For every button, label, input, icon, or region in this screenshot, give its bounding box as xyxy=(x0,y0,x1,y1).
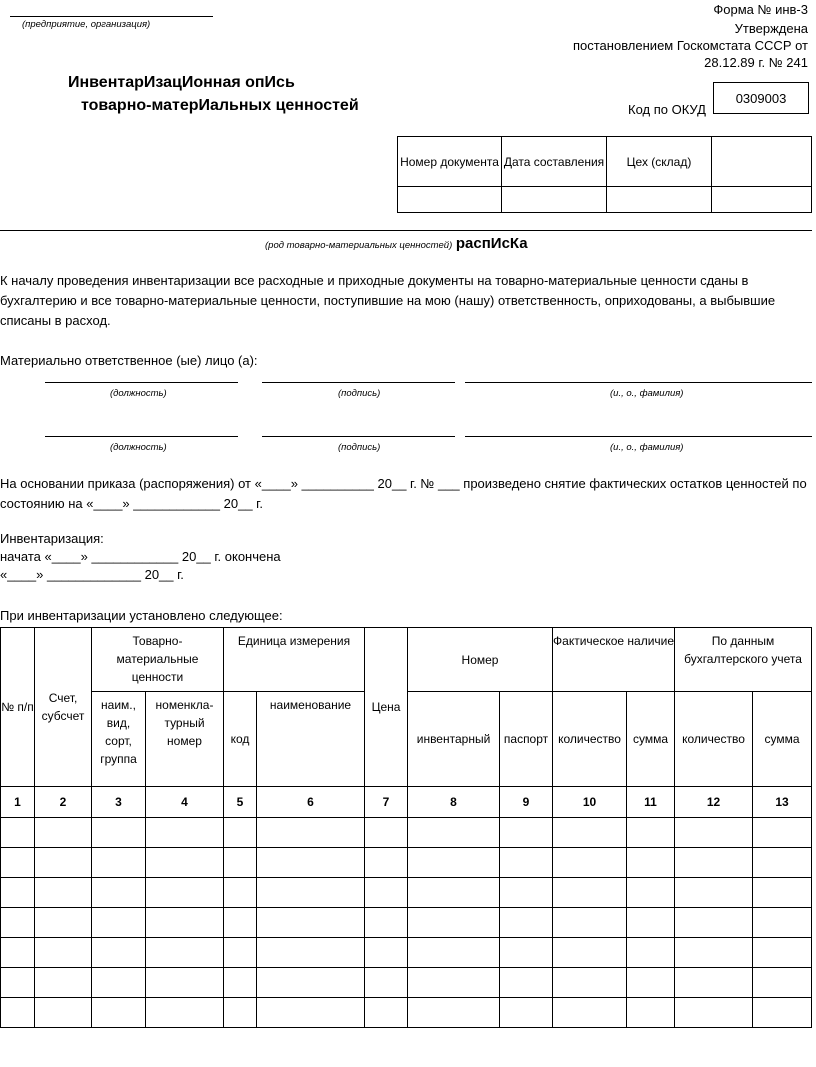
table-cell[interactable] xyxy=(627,998,675,1028)
table-cell[interactable] xyxy=(500,818,553,848)
table-cell[interactable] xyxy=(257,818,365,848)
receipt-title: распИсКа xyxy=(455,235,528,252)
table-cell[interactable] xyxy=(92,848,146,878)
doc-date-header: Дата составления xyxy=(502,137,607,187)
signature-line-2[interactable] xyxy=(262,436,455,437)
receipt-text: К началу проведения инвентаризации все расходные и приходные документы на товарно-материальные ценности сданы в бухгалтерию и все товарно-материальные ценности, поступившие на мою (нашу) ответственность, оприходованы, а выбывшие списаны в расход. xyxy=(0,273,776,328)
table-cell[interactable] xyxy=(92,878,146,908)
col-num-header: № п/п xyxy=(1,628,35,787)
order-text-line-1: На основании приказа (распоряжения) от «____» __________ 20__ г. № ___ произведено снятие фактических остатков ценностей по xyxy=(0,476,807,491)
table-cell[interactable] xyxy=(92,998,146,1028)
table-cell[interactable] xyxy=(753,968,812,998)
table-cell[interactable] xyxy=(753,878,812,908)
col-number-8: 8 xyxy=(408,787,500,818)
table-cell[interactable] xyxy=(1,938,35,968)
table-cell[interactable] xyxy=(92,818,146,848)
established-label: При инвентаризации установлено следующее: xyxy=(0,608,283,623)
table-row xyxy=(1,818,812,848)
table-cell[interactable] xyxy=(257,938,365,968)
table-cell[interactable] xyxy=(553,968,627,998)
inventory-ended: «____» _____________ 20__ г. xyxy=(0,567,184,582)
okud-code-box: 0309003 xyxy=(713,82,809,114)
position-caption-1: (должность) xyxy=(110,388,167,399)
table-row xyxy=(1,968,812,998)
table-cell[interactable] xyxy=(224,908,257,938)
col-nomen-header: номенкла-турный номер xyxy=(146,692,224,787)
col-number-13: 13 xyxy=(753,787,812,818)
signature-line-1[interactable] xyxy=(262,382,455,383)
table-cell[interactable] xyxy=(92,938,146,968)
col-sum1-header: сумма xyxy=(627,692,675,787)
table-cell[interactable] xyxy=(753,908,812,938)
table-cell[interactable] xyxy=(675,998,753,1028)
col-number-3: 3 xyxy=(92,787,146,818)
table-cell[interactable] xyxy=(675,848,753,878)
table-cell[interactable] xyxy=(553,998,627,1028)
table-cell[interactable] xyxy=(224,998,257,1028)
table-cell[interactable] xyxy=(365,938,408,968)
table-cell[interactable] xyxy=(35,998,92,1028)
table-cell[interactable] xyxy=(365,878,408,908)
col-qty2-header: количество xyxy=(675,692,753,787)
table-cell[interactable] xyxy=(627,968,675,998)
table-cell[interactable] xyxy=(1,848,35,878)
table-cell[interactable] xyxy=(627,818,675,848)
table-cell[interactable] xyxy=(365,908,408,938)
position-line-2[interactable] xyxy=(45,436,238,437)
table-row xyxy=(1,908,812,938)
col-number-2: 2 xyxy=(35,787,92,818)
table-cell[interactable] xyxy=(257,908,365,938)
responsible-label: Материально ответственное (ые) лицо (а): xyxy=(0,353,258,368)
approved-label: Утверждена xyxy=(734,21,808,36)
table-cell[interactable] xyxy=(257,968,365,998)
table-cell[interactable] xyxy=(500,968,553,998)
fullname-caption-2: (и., о., фамилия) xyxy=(610,442,684,453)
table-cell[interactable] xyxy=(92,968,146,998)
table-cell[interactable] xyxy=(408,998,500,1028)
table-cell[interactable] xyxy=(408,818,500,848)
table-cell[interactable] xyxy=(675,908,753,938)
table-cell[interactable] xyxy=(500,908,553,938)
form-number: Форма № инв-3 xyxy=(713,2,808,17)
table-cell[interactable] xyxy=(35,878,92,908)
table-cell[interactable] xyxy=(146,818,224,848)
table-row xyxy=(1,998,812,1028)
doc-number-cell[interactable] xyxy=(398,187,502,213)
doc-number-header: Номер документа xyxy=(398,137,502,187)
col-qty1-header: количество xyxy=(553,692,627,787)
table-cell[interactable] xyxy=(500,998,553,1028)
col-sum2-header: сумма xyxy=(753,692,812,787)
col-tmc-header: Товарно-материальные ценности xyxy=(92,628,224,692)
blank-header xyxy=(712,137,812,187)
table-cell[interactable] xyxy=(675,818,753,848)
table-cell[interactable] xyxy=(627,908,675,938)
table-cell[interactable] xyxy=(627,878,675,908)
inventory-started: начата «____» ____________ 20__ г. окончена xyxy=(0,549,281,564)
table-cell[interactable] xyxy=(1,908,35,938)
blank-rows xyxy=(1,818,812,1028)
table-cell[interactable] xyxy=(35,908,92,938)
table-cell[interactable] xyxy=(627,848,675,878)
table-cell[interactable] xyxy=(224,968,257,998)
table-cell[interactable] xyxy=(553,848,627,878)
fullname-line-2[interactable] xyxy=(465,436,812,437)
approved-date: 28.12.89 г. № 241 xyxy=(704,55,808,70)
table-row xyxy=(1,878,812,908)
table-cell[interactable] xyxy=(500,848,553,878)
position-caption-2: (должность) xyxy=(110,442,167,453)
table-cell[interactable] xyxy=(675,938,753,968)
table-cell[interactable] xyxy=(675,968,753,998)
receipt-heading xyxy=(265,235,528,252)
table-cell[interactable] xyxy=(753,818,812,848)
approved-by: постановлением Госкомстата СССР от xyxy=(572,38,808,53)
table-cell[interactable] xyxy=(500,878,553,908)
table-cell[interactable] xyxy=(146,968,224,998)
table-cell[interactable] xyxy=(146,908,224,938)
table-cell[interactable] xyxy=(146,938,224,968)
table-cell[interactable] xyxy=(257,848,365,878)
col-number-12: 12 xyxy=(675,787,753,818)
table-cell[interactable] xyxy=(257,998,365,1028)
table-cell[interactable] xyxy=(1,998,35,1028)
col-unitname-header: наименование xyxy=(257,692,365,787)
table-cell[interactable] xyxy=(365,968,408,998)
receipt-type-line[interactable] xyxy=(0,230,812,231)
col-name-header: наим., вид, сорт, группа xyxy=(92,692,146,787)
table-cell[interactable] xyxy=(257,878,365,908)
table-cell[interactable] xyxy=(1,968,35,998)
fullname-line-1[interactable] xyxy=(465,382,812,383)
col-number-header: Номер xyxy=(408,628,553,692)
org-name-line[interactable] xyxy=(10,16,213,17)
table-row xyxy=(1,848,812,878)
column-number-row xyxy=(1,787,812,818)
blank-cell[interactable] xyxy=(712,187,812,213)
col-number-5: 5 xyxy=(224,787,257,818)
table-cell[interactable] xyxy=(753,998,812,1028)
table-cell[interactable] xyxy=(1,878,35,908)
col-number-4: 4 xyxy=(146,787,224,818)
table-cell[interactable] xyxy=(365,848,408,878)
table-cell[interactable] xyxy=(35,968,92,998)
col-accounting-header: По данным бухгалтерского учета xyxy=(675,628,812,692)
col-number-7: 7 xyxy=(365,787,408,818)
table-cell[interactable] xyxy=(408,848,500,878)
table-cell[interactable] xyxy=(753,938,812,968)
col-actual-header: Фактическое наличие xyxy=(553,628,675,692)
table-cell[interactable] xyxy=(553,818,627,848)
table-cell[interactable] xyxy=(408,968,500,998)
inventory-table xyxy=(0,627,812,1028)
table-cell[interactable] xyxy=(408,908,500,938)
table-cell[interactable] xyxy=(35,848,92,878)
col-inventory-header: инвентарный xyxy=(408,692,500,787)
table-cell[interactable] xyxy=(224,848,257,878)
col-code-header: код xyxy=(224,692,257,787)
position-line-1[interactable] xyxy=(45,382,238,383)
inventory-label: Инвентаризация: xyxy=(0,531,104,546)
signature-caption-2: (подпись) xyxy=(338,442,381,453)
table-cell[interactable] xyxy=(146,878,224,908)
table-cell[interactable] xyxy=(1,818,35,848)
col-number-6: 6 xyxy=(257,787,365,818)
table-cell[interactable] xyxy=(224,938,257,968)
table-cell[interactable] xyxy=(500,938,553,968)
table-cell[interactable] xyxy=(408,938,500,968)
col-number-1: 1 xyxy=(1,787,35,818)
workshop-header: Цех (склад) xyxy=(607,137,712,187)
table-cell[interactable] xyxy=(35,818,92,848)
table-cell[interactable] xyxy=(627,938,675,968)
document-table xyxy=(397,136,812,213)
table-cell[interactable] xyxy=(408,878,500,908)
col-passport-header: паспорт xyxy=(500,692,553,787)
table-cell[interactable] xyxy=(365,818,408,848)
workshop-cell[interactable] xyxy=(607,187,712,213)
table-cell[interactable] xyxy=(35,938,92,968)
order-text-line-2: состоянию на «____» ____________ 20__ г. xyxy=(0,496,263,511)
fullname-caption-1: (и., о., фамилия) xyxy=(610,388,684,399)
table-cell[interactable] xyxy=(146,998,224,1028)
table-cell[interactable] xyxy=(553,908,627,938)
signature-caption-1: (подпись) xyxy=(338,388,381,399)
table-row xyxy=(1,938,812,968)
col-number-11: 11 xyxy=(627,787,675,818)
table-cell[interactable] xyxy=(553,878,627,908)
title-line-2: товарно-матерИальных ценностей xyxy=(81,97,359,114)
table-cell[interactable] xyxy=(675,878,753,908)
table-cell[interactable] xyxy=(224,818,257,848)
table-cell[interactable] xyxy=(146,848,224,878)
table-cell[interactable] xyxy=(553,938,627,968)
receipt-caption: (род товарно-материальных ценностей) xyxy=(265,240,453,251)
col-number-10: 10 xyxy=(553,787,627,818)
okud-label: Код по ОКУД xyxy=(628,102,706,117)
col-price-header: Цена xyxy=(365,628,408,787)
table-cell[interactable] xyxy=(224,878,257,908)
title-line-1: ИнвентарИзацИонная опИсь xyxy=(68,74,295,91)
org-caption: (предприятие, организация) xyxy=(22,19,151,30)
table-cell[interactable] xyxy=(753,848,812,878)
col-account-header: Счет, субсчет xyxy=(35,628,92,787)
table-cell[interactable] xyxy=(365,998,408,1028)
col-number-9: 9 xyxy=(500,787,553,818)
table-cell[interactable] xyxy=(92,908,146,938)
col-unit-header: Единица измерения xyxy=(224,628,365,692)
doc-date-cell[interactable] xyxy=(502,187,607,213)
